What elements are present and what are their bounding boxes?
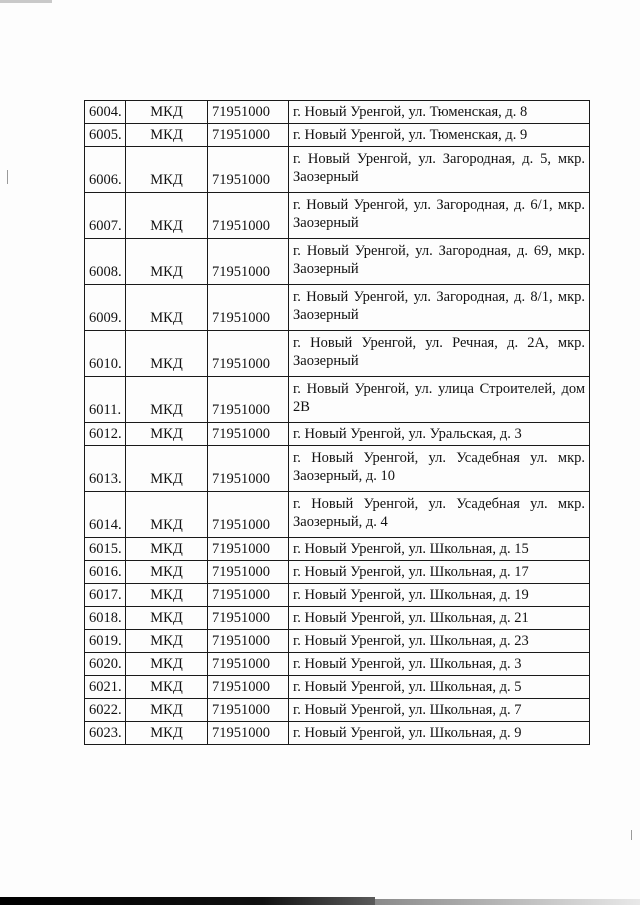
oktmo-code-cell: 71951000	[208, 699, 289, 722]
table-row	[85, 377, 590, 423]
address-cell: г. Новый Уренгой, ул. Тюменская, д. 8	[289, 101, 590, 124]
table-row	[85, 193, 590, 239]
object-type-cell: МКД	[126, 561, 208, 584]
object-type-cell: МКД	[126, 584, 208, 607]
object-type-cell: МКД	[126, 147, 208, 193]
oktmo-code-cell: 71951000	[208, 653, 289, 676]
row-number-cell: 6018.	[85, 607, 126, 630]
object-type-cell: МКД	[126, 676, 208, 699]
object-type-cell: МКД	[126, 423, 208, 446]
table-row	[85, 423, 590, 446]
address-cell: г. Новый Уренгой, ул. Тюменская, д. 9	[289, 124, 590, 147]
oktmo-code-cell: 71951000	[208, 285, 289, 331]
table-row	[85, 101, 590, 124]
address-cell: г. Новый Уренгой, ул. Школьная, д. 19	[289, 584, 590, 607]
row-number-cell: 6007.	[85, 193, 126, 239]
address-cell: г. Новый Уренгой, ул. Школьная, д. 7	[289, 699, 590, 722]
row-number-cell: 6005.	[85, 124, 126, 147]
table-row	[85, 124, 590, 147]
oktmo-code-cell: 71951000	[208, 492, 289, 538]
oktmo-code-cell: 71951000	[208, 538, 289, 561]
row-number-cell: 6015.	[85, 538, 126, 561]
row-number-cell: 6004.	[85, 101, 126, 124]
table-row	[85, 653, 590, 676]
address-cell: г. Новый Уренгой, ул. Речная, д. 2А, мкр. Заозерный	[289, 331, 590, 377]
object-type-cell: МКД	[126, 285, 208, 331]
table-row	[85, 676, 590, 699]
object-type-cell: МКД	[126, 538, 208, 561]
table-row	[85, 699, 590, 722]
table-row	[85, 538, 590, 561]
table-row	[85, 722, 590, 745]
row-number-cell: 6019.	[85, 630, 126, 653]
address-cell: г. Новый Уренгой, ул. Загородная, д. 69, мкр. Заозерный	[289, 239, 590, 285]
row-number-cell: 6020.	[85, 653, 126, 676]
oktmo-code-cell: 71951000	[208, 722, 289, 745]
oktmo-code-cell: 71951000	[208, 101, 289, 124]
row-number-cell: 6023.	[85, 722, 126, 745]
address-cell: г. Новый Уренгой, ул. Школьная, д. 5	[289, 676, 590, 699]
oktmo-code-cell: 71951000	[208, 607, 289, 630]
object-type-cell: МКД	[126, 101, 208, 124]
address-cell: г. Новый Уренгой, ул. Школьная, д. 15	[289, 538, 590, 561]
row-number-cell: 6022.	[85, 699, 126, 722]
address-cell: г. Новый Уренгой, ул. Загородная, д. 8/1, мкр. Заозерный	[289, 285, 590, 331]
row-number-cell: 6012.	[85, 423, 126, 446]
address-cell: г. Новый Уренгой, ул. улица Строителей, дом 2В	[289, 377, 590, 423]
table-row	[85, 561, 590, 584]
object-type-cell: МКД	[126, 239, 208, 285]
address-cell: г. Новый Уренгой, ул. Усадебная ул. мкр. Заозерный, д. 10	[289, 446, 590, 492]
oktmo-code-cell: 71951000	[208, 239, 289, 285]
oktmo-code-cell: 71951000	[208, 446, 289, 492]
table-row	[85, 607, 590, 630]
table-row	[85, 285, 590, 331]
table-row	[85, 446, 590, 492]
oktmo-code-cell: 71951000	[208, 630, 289, 653]
object-type-cell: МКД	[126, 446, 208, 492]
oktmo-code-cell: 71951000	[208, 377, 289, 423]
row-number-cell: 6009.	[85, 285, 126, 331]
table-row	[85, 630, 590, 653]
address-cell: г. Новый Уренгой, ул. Усадебная ул. мкр. Заозерный, д. 4	[289, 492, 590, 538]
object-type-cell: МКД	[126, 699, 208, 722]
oktmo-code-cell: 71951000	[208, 676, 289, 699]
scan-artifact-top	[0, 0, 52, 3]
table-row	[85, 492, 590, 538]
row-number-cell: 6017.	[85, 584, 126, 607]
oktmo-code-cell: 71951000	[208, 561, 289, 584]
scan-artifact-right	[631, 830, 632, 840]
object-type-cell: МКД	[126, 653, 208, 676]
scan-artifact-left	[7, 170, 8, 184]
address-cell: г. Новый Уренгой, ул. Уральская, д. 3	[289, 423, 590, 446]
address-cell: г. Новый Уренгой, ул. Школьная, д. 9	[289, 722, 590, 745]
object-type-cell: МКД	[126, 331, 208, 377]
register-table-body	[85, 101, 590, 745]
address-cell: г. Новый Уренгой, ул. Школьная, д. 17	[289, 561, 590, 584]
scan-edge-bottom	[0, 897, 375, 905]
oktmo-code-cell: 71951000	[208, 584, 289, 607]
table-row	[85, 147, 590, 193]
address-cell: г. Новый Уренгой, ул. Школьная, д. 21	[289, 607, 590, 630]
row-number-cell: 6014.	[85, 492, 126, 538]
table-row	[85, 239, 590, 285]
row-number-cell: 6013.	[85, 446, 126, 492]
oktmo-code-cell: 71951000	[208, 331, 289, 377]
address-cell: г. Новый Уренгой, ул. Загородная, д. 6/1, мкр. Заозерный	[289, 193, 590, 239]
address-cell: г. Новый Уренгой, ул. Загородная, д. 5, мкр. Заозерный	[289, 147, 590, 193]
object-type-cell: МКД	[126, 377, 208, 423]
row-number-cell: 6006.	[85, 147, 126, 193]
object-type-cell: МКД	[126, 193, 208, 239]
oktmo-code-cell: 71951000	[208, 193, 289, 239]
object-type-cell: МКД	[126, 492, 208, 538]
object-type-cell: МКД	[126, 124, 208, 147]
housing-register-table	[84, 100, 590, 745]
oktmo-code-cell: 71951000	[208, 124, 289, 147]
address-cell: г. Новый Уренгой, ул. Школьная, д. 3	[289, 653, 590, 676]
row-number-cell: 6011.	[85, 377, 126, 423]
table-row	[85, 331, 590, 377]
table-row	[85, 584, 590, 607]
row-number-cell: 6010.	[85, 331, 126, 377]
oktmo-code-cell: 71951000	[208, 147, 289, 193]
oktmo-code-cell: 71951000	[208, 423, 289, 446]
object-type-cell: МКД	[126, 722, 208, 745]
row-number-cell: 6016.	[85, 561, 126, 584]
object-type-cell: МКД	[126, 630, 208, 653]
row-number-cell: 6021.	[85, 676, 126, 699]
scan-edge-bottom-fade	[375, 899, 640, 905]
address-cell: г. Новый Уренгой, ул. Школьная, д. 23	[289, 630, 590, 653]
object-type-cell: МКД	[126, 607, 208, 630]
row-number-cell: 6008.	[85, 239, 126, 285]
